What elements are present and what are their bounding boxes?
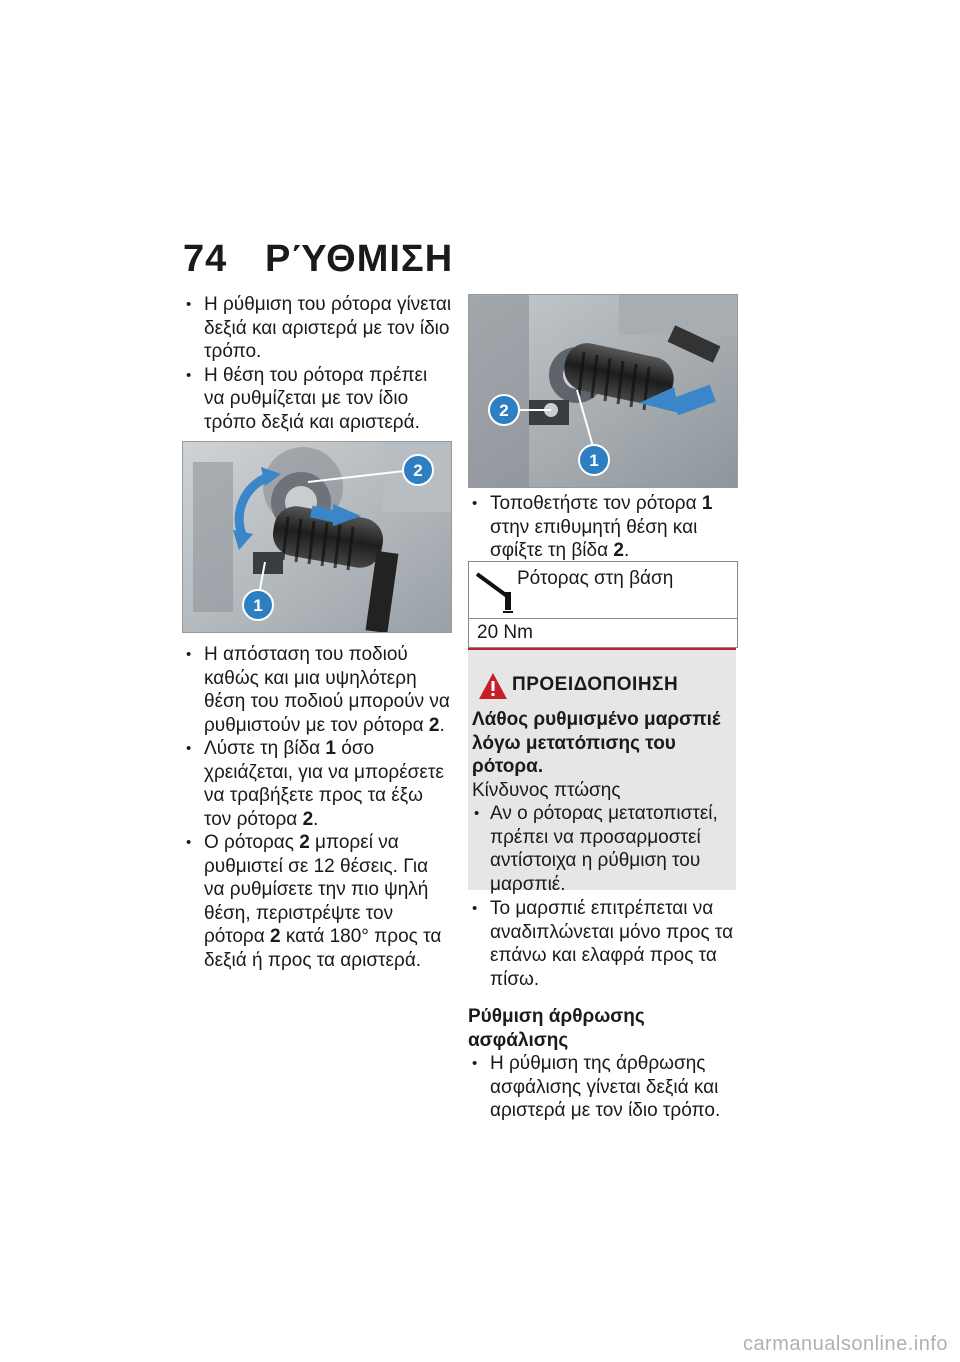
page-number: 74 — [183, 238, 228, 280]
callout-1-label: 1 — [253, 596, 263, 615]
figure-rotor-adjust — [182, 441, 452, 633]
spec-row-label — [469, 562, 737, 619]
right-column-bottom — [468, 897, 738, 1123]
bullet-item: • Λύστε τη βίδα 1 όσο χρειάζεται, για να μπορέσετε να τραβήξετε προς τα έξω τον ρότορα 2. — [182, 737, 452, 831]
torque-spec-table — [468, 561, 738, 648]
page-title — [183, 238, 453, 281]
left-column-bottom — [182, 643, 452, 972]
bullet-item: • Η απόσταση του ποδιού καθώς και μια υψηλότερη θέση του ποδιού μπορούν να ρυθμιστούν με τον ρότορα 2. — [182, 643, 452, 737]
torque-wrench-icon — [473, 566, 517, 616]
spec-label: Ρότορας στη βάση — [517, 568, 674, 589]
watermark: carmanualsonline.info — [742, 1333, 948, 1355]
warning-bullet: • Αν ο ρότορας μετατοπιστεί, πρέπει να προσαρμοστεί αντίστοιχα η ρύθμιση του μαρσπιέ. — [472, 802, 734, 896]
spec-value: 20 Nm — [477, 622, 533, 643]
callout-2-label: 2 — [499, 401, 509, 420]
section-heading: Ρύθμιση άρθρωσης ασφάλισης — [468, 1006, 645, 1051]
warning-body — [472, 708, 734, 896]
bullet-item: • Η ρύθμιση του ρότορα γίνεται δεξιά και αριστερά με τον ίδιο τρόπο. — [182, 293, 452, 364]
warning-box — [468, 648, 736, 895]
bullet-item: • Η ρύθμιση της άρθρωσης ασφάλισης γίνεται δεξιά και αριστερά με τον ίδιο τρόπο. — [468, 1052, 738, 1123]
rotor-photo-illustration — [183, 442, 451, 632]
bullet-item: • Το μαρσπιέ επιτρέπεται να αναδιπλώνεται μόνο προς τα επάνω και ελαφρά προς τα πίσω. — [468, 897, 738, 991]
chapter-title: ΡΎΘΜΙΣΗ — [265, 238, 454, 280]
left-column-top — [182, 293, 452, 434]
callout-2-label: 2 — [413, 461, 423, 480]
right-column-top — [468, 492, 738, 563]
bullet-item: • Τοποθετήστε τον ρότορα 1 στην επιθυμητή θέση και σφίξτε τη βίδα 2. — [468, 492, 738, 563]
warning-heading: Λάθος ρυθμισμένο μαρσπιέ λόγω μετατόπισης του ρότορα. — [472, 709, 721, 777]
bullet-item: • Ο ρότορας 2 μπορεί να ρυθμιστεί σε 12 θέσεις. Για να ρυθμίσετε την πιο ψηλή θέση, περιστρέψτε τον ρότορα 2 κατά 180° προς τα δεξιά ή προς τα αριστερά. — [182, 831, 452, 972]
warning-title: ΠΡΟΕΙΔΟΠΟΙΗΣΗ — [512, 674, 679, 695]
callout-1-label: 1 — [589, 451, 599, 470]
bullet-item: • Η θέση του ρότορα πρέπει να ρυθμίζεται με τον ίδιο τρόπο δεξιά και αριστερά. — [182, 364, 452, 435]
warning-triangle-icon — [478, 672, 508, 700]
warning-subheading: Κίνδυνος πτώσης — [472, 779, 621, 801]
figure-rotor-install — [468, 294, 738, 488]
rotor-install-illustration — [469, 295, 737, 487]
